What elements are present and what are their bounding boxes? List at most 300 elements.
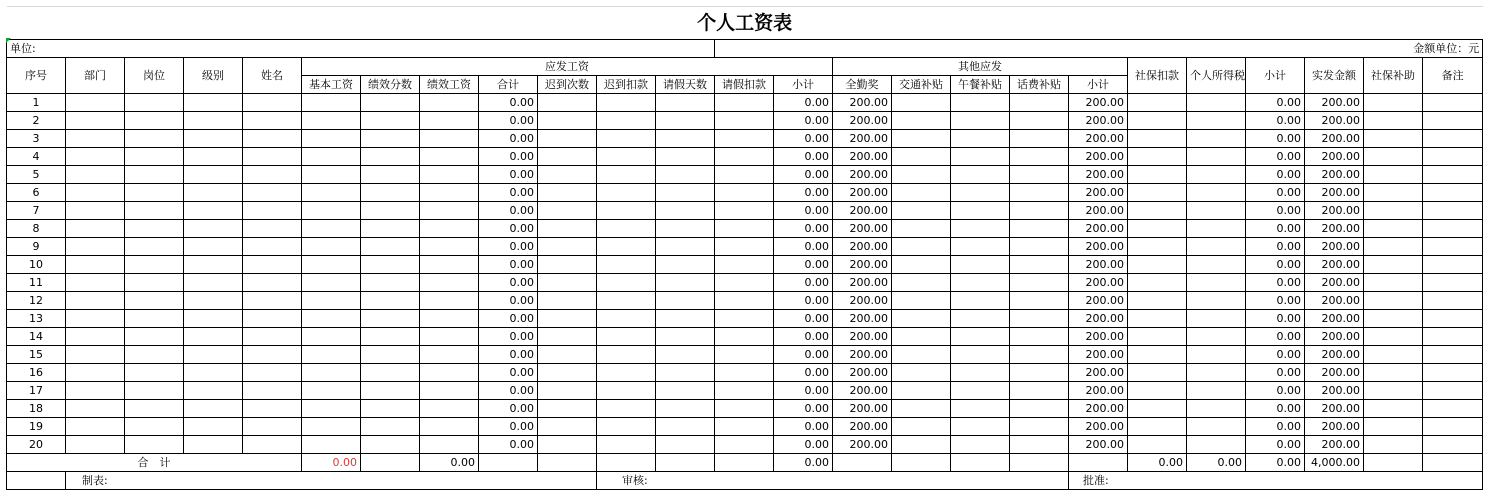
cell-post <box>125 148 184 166</box>
cell-subtotal: 0.00 <box>1246 382 1305 400</box>
cell-post <box>125 328 184 346</box>
cell-late-count <box>538 346 597 364</box>
cell-name <box>243 184 302 202</box>
cell-post <box>125 274 184 292</box>
cell-name <box>243 256 302 274</box>
cell-late-count <box>538 220 597 238</box>
cell-perf-score <box>361 310 420 328</box>
cell-name <box>243 220 302 238</box>
cell-income-tax <box>1187 310 1246 328</box>
cell-net-pay: 200.00 <box>1305 202 1364 220</box>
cell-total: 0.00 <box>479 238 538 256</box>
cell-net-pay: 200.00 <box>1305 436 1364 454</box>
header-income-tax: 个人所得税 <box>1187 58 1246 94</box>
cell-late-deduct <box>597 220 656 238</box>
cell-attendance-bonus: 200.00 <box>833 310 892 328</box>
cell-leave-days <box>656 130 715 148</box>
cell-net-pay: 200.00 <box>1305 220 1364 238</box>
table-row <box>7 274 1483 292</box>
cell-remark <box>1423 418 1483 436</box>
cell-net-pay: 200.00 <box>1305 382 1364 400</box>
cell-dept <box>66 274 125 292</box>
cell-late-deduct <box>597 436 656 454</box>
cell-leave-deduct <box>715 184 774 202</box>
cell-seq: 12 <box>7 292 66 310</box>
cell-subtotal: 0.00 <box>1246 220 1305 238</box>
cell-total: 0.00 <box>479 382 538 400</box>
cell-late-deduct <box>597 400 656 418</box>
cell-name <box>243 202 302 220</box>
cell-social-deduct <box>1128 130 1187 148</box>
cell-net-pay: 200.00 <box>1305 112 1364 130</box>
cell-late-deduct <box>597 94 656 112</box>
cell-social-subsidy <box>1364 166 1423 184</box>
header-name: 姓名 <box>243 58 302 94</box>
cell-subtotal-other: 200.00 <box>1069 130 1128 148</box>
cell-income-tax <box>1187 238 1246 256</box>
cell-attendance-bonus: 200.00 <box>833 274 892 292</box>
cell-social-subsidy <box>1364 238 1423 256</box>
cell-post <box>125 112 184 130</box>
cell-perf-pay <box>420 292 479 310</box>
cell-income-tax <box>1187 274 1246 292</box>
cell-net-pay: 200.00 <box>1305 364 1364 382</box>
cell-perf-score <box>361 436 420 454</box>
cell-social-deduct <box>1128 238 1187 256</box>
cell-name <box>243 112 302 130</box>
cell-level <box>184 220 243 238</box>
cell-level <box>184 292 243 310</box>
cell-social-subsidy <box>1364 94 1423 112</box>
cell-late-deduct <box>597 310 656 328</box>
cell-phone <box>1010 382 1069 400</box>
cell-leave-deduct <box>715 130 774 148</box>
cell-leave-deduct <box>715 382 774 400</box>
cell-perf-pay <box>420 310 479 328</box>
cell-lunch <box>951 382 1010 400</box>
cell-post <box>125 418 184 436</box>
cell-level <box>184 274 243 292</box>
cell-attendance-bonus: 200.00 <box>833 220 892 238</box>
cell-seq: 13 <box>7 310 66 328</box>
cell-perf-pay <box>420 220 479 238</box>
cell-subtotal-other: 200.00 <box>1069 436 1128 454</box>
cell-perf-score <box>361 238 420 256</box>
cell-late-deduct <box>597 382 656 400</box>
cell-post <box>125 238 184 256</box>
cell-basic <box>302 418 361 436</box>
cell-basic <box>302 256 361 274</box>
cell-total: 0.00 <box>479 256 538 274</box>
totals-leave-days <box>656 454 715 472</box>
table-row <box>7 166 1483 184</box>
cell-name <box>243 382 302 400</box>
totals-net-pay: 4,000.00 <box>1305 454 1364 472</box>
cell-basic <box>302 346 361 364</box>
cell-transport <box>892 238 951 256</box>
cell-phone <box>1010 256 1069 274</box>
cell-late-deduct <box>597 184 656 202</box>
cell-social-subsidy <box>1364 220 1423 238</box>
cell-leave-deduct <box>715 202 774 220</box>
cell-lunch <box>951 202 1010 220</box>
cell-seq: 15 <box>7 346 66 364</box>
cell-leave-deduct <box>715 364 774 382</box>
cell-social-deduct <box>1128 346 1187 364</box>
cell-total: 0.00 <box>479 328 538 346</box>
header-payable-col: 绩效工资 <box>420 76 479 94</box>
cell-phone <box>1010 238 1069 256</box>
cell-subtotal-payable: 0.00 <box>774 202 833 220</box>
cell-remark <box>1423 382 1483 400</box>
cell-lunch <box>951 238 1010 256</box>
cell-perf-pay <box>420 400 479 418</box>
cell-leave-days <box>656 382 715 400</box>
cell-lunch <box>951 184 1010 202</box>
cell-subtotal-other: 200.00 <box>1069 148 1128 166</box>
cell-subtotal-payable: 0.00 <box>774 400 833 418</box>
cell-total: 0.00 <box>479 346 538 364</box>
cell-income-tax <box>1187 328 1246 346</box>
cell-level <box>184 382 243 400</box>
cell-late-deduct <box>597 292 656 310</box>
cell-transport <box>892 202 951 220</box>
totals-label: 合 计 <box>7 454 302 472</box>
table-row <box>7 238 1483 256</box>
cell-phone <box>1010 220 1069 238</box>
cell-net-pay: 200.00 <box>1305 418 1364 436</box>
cell-subtotal-payable: 0.00 <box>774 274 833 292</box>
cell-transport <box>892 94 951 112</box>
cell-income-tax <box>1187 166 1246 184</box>
cell-perf-pay <box>420 202 479 220</box>
cell-name <box>243 292 302 310</box>
cell-basic <box>302 310 361 328</box>
cell-subtotal: 0.00 <box>1246 256 1305 274</box>
cell-perf-pay <box>420 166 479 184</box>
cell-subtotal-payable: 0.00 <box>774 256 833 274</box>
cell-total: 0.00 <box>479 364 538 382</box>
cell-remark <box>1423 184 1483 202</box>
cell-social-subsidy <box>1364 418 1423 436</box>
header-payable-col: 合计 <box>479 76 538 94</box>
cell-leave-deduct <box>715 436 774 454</box>
cell-name <box>243 166 302 184</box>
cell-subtotal: 0.00 <box>1246 166 1305 184</box>
cell-subtotal-payable: 0.00 <box>774 310 833 328</box>
cell-late-deduct <box>597 202 656 220</box>
cell-social-subsidy <box>1364 310 1423 328</box>
cell-name <box>243 418 302 436</box>
cell-basic <box>302 220 361 238</box>
cell-social-deduct <box>1128 166 1187 184</box>
cell-social-subsidy <box>1364 184 1423 202</box>
cell-remark <box>1423 328 1483 346</box>
unit-label: 单位: <box>7 40 715 58</box>
cell-dept <box>66 310 125 328</box>
cell-transport <box>892 220 951 238</box>
currency-label: 金额单位：元 <box>715 40 1483 58</box>
cell-late-count <box>538 418 597 436</box>
cell-transport <box>892 400 951 418</box>
cell-phone <box>1010 328 1069 346</box>
cell-social-subsidy <box>1364 292 1423 310</box>
made-by-label: 制表: <box>66 472 597 490</box>
cell-lunch <box>951 364 1010 382</box>
cell-perf-score <box>361 202 420 220</box>
cell-dept <box>66 148 125 166</box>
cell-subtotal-other: 200.00 <box>1069 310 1128 328</box>
cell-net-pay: 200.00 <box>1305 292 1364 310</box>
table-row <box>7 400 1483 418</box>
cell-perf-pay <box>420 436 479 454</box>
cell-subtotal-payable: 0.00 <box>774 184 833 202</box>
cell-transport <box>892 130 951 148</box>
cell-perf-pay <box>420 184 479 202</box>
cell-subtotal-payable: 0.00 <box>774 382 833 400</box>
totals-attendance-bonus <box>833 454 892 472</box>
cell-remark <box>1423 220 1483 238</box>
cell-dept <box>66 130 125 148</box>
cell-social-subsidy <box>1364 346 1423 364</box>
header-dept: 部门 <box>66 58 125 94</box>
cell-subtotal-other: 200.00 <box>1069 94 1128 112</box>
cell-late-count <box>538 364 597 382</box>
cell-income-tax <box>1187 220 1246 238</box>
cell-post <box>125 166 184 184</box>
cell-name <box>243 310 302 328</box>
cell-transport <box>892 166 951 184</box>
cell-subtotal-payable: 0.00 <box>774 148 833 166</box>
cell-income-tax <box>1187 256 1246 274</box>
table-row <box>7 292 1483 310</box>
cell-seq: 10 <box>7 256 66 274</box>
cell-leave-days <box>656 310 715 328</box>
cell-post <box>125 292 184 310</box>
cell-leave-days <box>656 256 715 274</box>
cell-transport <box>892 364 951 382</box>
cell-leave-days <box>656 238 715 256</box>
cell-subtotal-other: 200.00 <box>1069 328 1128 346</box>
cell-post <box>125 310 184 328</box>
cell-attendance-bonus: 200.00 <box>833 346 892 364</box>
cell-remark <box>1423 130 1483 148</box>
header-payable-col: 请假扣款 <box>715 76 774 94</box>
cell-leave-deduct <box>715 292 774 310</box>
cell-attendance-bonus: 200.00 <box>833 166 892 184</box>
cell-dept <box>66 94 125 112</box>
totals-social-subsidy <box>1364 454 1423 472</box>
cell-remark <box>1423 166 1483 184</box>
cell-subtotal-other: 200.00 <box>1069 418 1128 436</box>
cell-late-deduct <box>597 238 656 256</box>
cell-transport <box>892 346 951 364</box>
cell-income-tax <box>1187 364 1246 382</box>
cell-net-pay: 200.00 <box>1305 238 1364 256</box>
cell-income-tax <box>1187 382 1246 400</box>
cell-leave-deduct <box>715 346 774 364</box>
header-payable-col: 请假天数 <box>656 76 715 94</box>
cell-level <box>184 166 243 184</box>
totals-subtotal-other <box>1069 454 1128 472</box>
cell-lunch <box>951 130 1010 148</box>
table-row <box>7 112 1483 130</box>
cell-post <box>125 202 184 220</box>
header-payable-col: 绩效分数 <box>361 76 420 94</box>
table-row <box>7 256 1483 274</box>
cell-subtotal-payable: 0.00 <box>774 94 833 112</box>
cell-net-pay: 200.00 <box>1305 328 1364 346</box>
cell-perf-score <box>361 112 420 130</box>
cell-attendance-bonus: 200.00 <box>833 148 892 166</box>
totals-perf-pay: 0.00 <box>420 454 479 472</box>
cell-transport <box>892 112 951 130</box>
cell-subtotal-payable: 0.00 <box>774 364 833 382</box>
cell-remark <box>1423 436 1483 454</box>
table-row <box>7 220 1483 238</box>
cell-total: 0.00 <box>479 202 538 220</box>
cell-remark <box>1423 256 1483 274</box>
cell-seq: 3 <box>7 130 66 148</box>
cell-basic <box>302 202 361 220</box>
cell-name <box>243 328 302 346</box>
cell-remark <box>1423 238 1483 256</box>
cell-leave-days <box>656 184 715 202</box>
cell-social-deduct <box>1128 400 1187 418</box>
cell-leave-days <box>656 202 715 220</box>
cell-perf-score <box>361 382 420 400</box>
cell-leave-days <box>656 418 715 436</box>
cell-subtotal: 0.00 <box>1246 94 1305 112</box>
cell-attendance-bonus: 200.00 <box>833 238 892 256</box>
cell-leave-days <box>656 346 715 364</box>
cell-subtotal-payable: 0.00 <box>774 238 833 256</box>
cell-perf-pay <box>420 256 479 274</box>
cell-remark <box>1423 274 1483 292</box>
header-seq: 序号 <box>7 58 66 94</box>
totals-total <box>479 454 538 472</box>
salary-sheet <box>6 6 1482 490</box>
cell-transport <box>892 256 951 274</box>
cell-name <box>243 364 302 382</box>
header-payable-col: 迟到扣款 <box>597 76 656 94</box>
totals-late-deduct <box>597 454 656 472</box>
cell-post <box>125 256 184 274</box>
totals-basic: 0.00 <box>302 454 361 472</box>
header-other-col: 午餐补贴 <box>951 76 1010 94</box>
cell-perf-score <box>361 94 420 112</box>
cell-phone <box>1010 346 1069 364</box>
cell-leave-days <box>656 148 715 166</box>
totals-leave-deduct <box>715 454 774 472</box>
cell-social-subsidy <box>1364 148 1423 166</box>
header-other-col: 交通补贴 <box>892 76 951 94</box>
cell-subtotal: 0.00 <box>1246 130 1305 148</box>
cell-phone <box>1010 166 1069 184</box>
cell-transport <box>892 436 951 454</box>
cell-phone <box>1010 94 1069 112</box>
cell-remark <box>1423 112 1483 130</box>
cell-remark <box>1423 310 1483 328</box>
cell-social-subsidy <box>1364 274 1423 292</box>
cell-phone <box>1010 184 1069 202</box>
cell-social-subsidy <box>1364 130 1423 148</box>
cell-phone <box>1010 310 1069 328</box>
cell-subtotal-other: 200.00 <box>1069 238 1128 256</box>
cell-leave-deduct <box>715 328 774 346</box>
cell-social-deduct <box>1128 112 1187 130</box>
cell-net-pay: 200.00 <box>1305 148 1364 166</box>
cell-transport <box>892 274 951 292</box>
cell-attendance-bonus: 200.00 <box>833 364 892 382</box>
totals-row <box>7 454 1483 472</box>
cell-dept <box>66 436 125 454</box>
cell-perf-pay <box>420 364 479 382</box>
cell-basic <box>302 382 361 400</box>
cell-dept <box>66 382 125 400</box>
cell-subtotal: 0.00 <box>1246 202 1305 220</box>
cell-post <box>125 436 184 454</box>
cell-social-subsidy <box>1364 328 1423 346</box>
cell-basic <box>302 148 361 166</box>
cell-attendance-bonus: 200.00 <box>833 292 892 310</box>
cell-basic <box>302 436 361 454</box>
header-social-deduct: 社保扣款 <box>1128 58 1187 94</box>
cell-dept <box>66 202 125 220</box>
cell-seq: 14 <box>7 328 66 346</box>
cell-income-tax <box>1187 202 1246 220</box>
cell-dept <box>66 220 125 238</box>
cell-subtotal: 0.00 <box>1246 400 1305 418</box>
cell-subtotal-payable: 0.00 <box>774 220 833 238</box>
cell-seq: 17 <box>7 382 66 400</box>
cell-phone <box>1010 130 1069 148</box>
cell-subtotal-other: 200.00 <box>1069 382 1128 400</box>
cell-subtotal: 0.00 <box>1246 364 1305 382</box>
cell-net-pay: 200.00 <box>1305 310 1364 328</box>
table-row <box>7 130 1483 148</box>
cell-dept <box>66 238 125 256</box>
cell-transport <box>892 418 951 436</box>
cell-basic <box>302 292 361 310</box>
approved-by-label: 批准: <box>1069 472 1483 490</box>
cell-basic <box>302 94 361 112</box>
cell-subtotal-other: 200.00 <box>1069 220 1128 238</box>
cell-name <box>243 400 302 418</box>
cell-social-deduct <box>1128 436 1187 454</box>
table-row <box>7 148 1483 166</box>
cell-social-deduct <box>1128 202 1187 220</box>
cell-subtotal: 0.00 <box>1246 346 1305 364</box>
cell-total: 0.00 <box>479 418 538 436</box>
cell-basic <box>302 364 361 382</box>
cell-total: 0.00 <box>479 292 538 310</box>
cell-perf-pay <box>420 418 479 436</box>
cell-total: 0.00 <box>479 130 538 148</box>
cell-late-count <box>538 256 597 274</box>
cell-remark <box>1423 364 1483 382</box>
cell-basic <box>302 130 361 148</box>
cell-leave-days <box>656 220 715 238</box>
cell-lunch <box>951 328 1010 346</box>
totals-income-tax: 0.00 <box>1187 454 1246 472</box>
cell-social-subsidy <box>1364 436 1423 454</box>
cell-income-tax <box>1187 436 1246 454</box>
cell-name <box>243 346 302 364</box>
cell-income-tax <box>1187 130 1246 148</box>
cell-transport <box>892 310 951 328</box>
cell-seq: 11 <box>7 274 66 292</box>
